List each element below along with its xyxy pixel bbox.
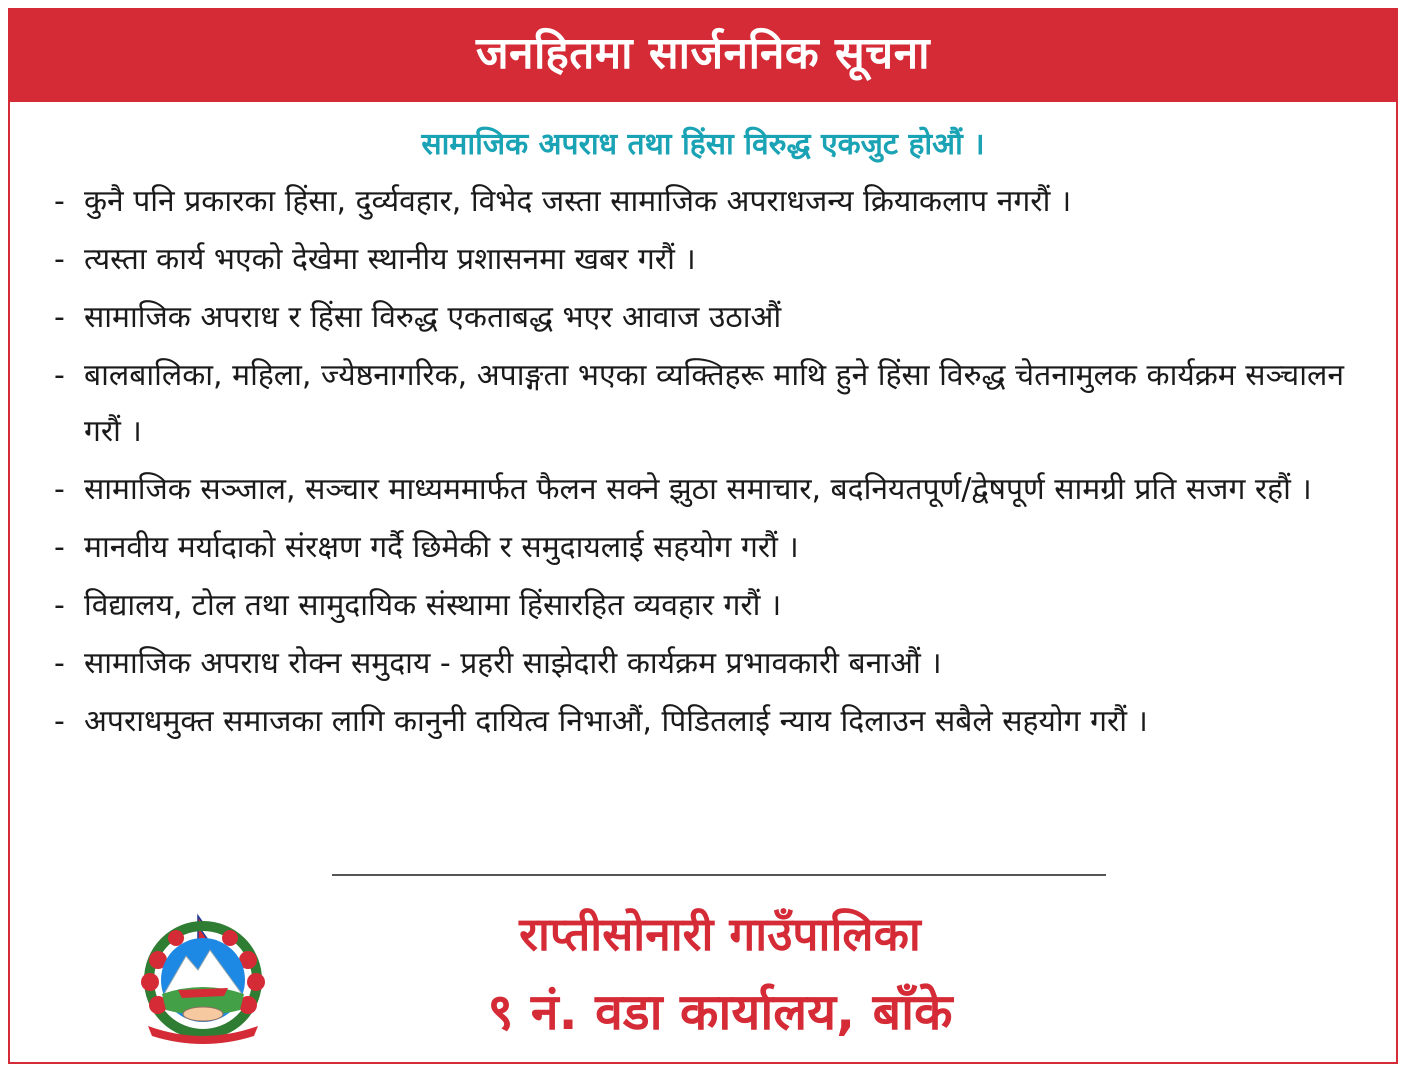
point-text: बालबालिका, महिला, ज्येष्ठनागरिक, अपाङ्गता भएका व्यक्तिहरू माथि हुने हिंसा विरुद्ध चेतनामुलक कार्यक्रम सञ्चालन गरौं । bbox=[84, 358, 1344, 449]
bullet-dash: - bbox=[54, 184, 65, 219]
point-text: सामाजिक अपराध रोक्न समुदाय - प्रहरी साझेदारी कार्यक्रम प्रभावकारी बनाऔं । bbox=[84, 646, 942, 681]
notice-point bbox=[54, 232, 1344, 288]
bullet-dash: - bbox=[54, 530, 65, 565]
point-text: सामाजिक अपराध र हिंसा विरुद्ध एकताबद्ध भएर आवाज उठाऔं bbox=[84, 300, 782, 335]
point-text: सामाजिक सञ्जाल, सञ्चार माध्यममार्फत फैलन सक्ने झुठा समाचार, बदनियतपूर्ण/द्वेषपूर्ण सामग्री प्रति सजग रहौं । bbox=[84, 472, 1312, 507]
bullet-dash: - bbox=[54, 646, 65, 681]
notice-point bbox=[54, 290, 1344, 346]
bullet-dash: - bbox=[54, 588, 65, 623]
point-text: मानवीय मर्यादाको संरक्षण गर्दै छिमेकी र समुदायलाई सहयोग गरौं । bbox=[84, 530, 799, 565]
notice-point bbox=[54, 520, 1344, 576]
bullet-dash: - bbox=[54, 472, 65, 507]
notice-point bbox=[54, 636, 1344, 692]
notice-point bbox=[54, 348, 1344, 460]
notice-point bbox=[54, 694, 1344, 750]
notice-point bbox=[54, 174, 1344, 230]
footer-divider bbox=[332, 874, 1106, 876]
notice-frame bbox=[8, 8, 1398, 1064]
notice-title: जनहितमा सार्जननिक सूचना bbox=[475, 28, 931, 79]
point-text: त्यस्ता कार्य भएको देखेमा स्थानीय प्रशासनमा खबर गरौं । bbox=[84, 242, 696, 277]
bullet-dash: - bbox=[54, 300, 65, 335]
organization-office: ९ नं. वडा कार्यालय, बाँके bbox=[487, 983, 953, 1041]
notice-banner bbox=[10, 10, 1396, 102]
notice-points bbox=[54, 174, 1344, 752]
point-text: अपराधमुक्त समाजका लागि कानुनी दायित्व निभाऔं, पिडितलाई न्याय दिलाउन सबैले सहयोग गरौं । bbox=[84, 704, 1148, 739]
notice-point bbox=[54, 462, 1344, 518]
notice-subtitle: सामाजिक अपराध तथा हिंसा विरुद्ध एकजुट होऔं । bbox=[421, 127, 985, 162]
nepal-emblem-icon bbox=[128, 910, 278, 1050]
point-text: कुनै पनि प्रकारका हिंसा, दुर्व्यवहार, विभेद जस्ता सामाजिक अपराधजन्य क्रियाकलाप नगरौं । bbox=[84, 184, 1072, 219]
point-text: विद्यालय, टोल तथा सामुदायिक संस्थामा हिंसारहित व्यवहार गरौं । bbox=[84, 588, 782, 623]
bullet-dash: - bbox=[54, 358, 65, 393]
bullet-dash: - bbox=[54, 704, 65, 739]
organization-name: राप्तीसोनारी गाउँपालिका bbox=[519, 907, 921, 961]
bullet-dash: - bbox=[54, 242, 65, 277]
notice-point bbox=[54, 578, 1344, 634]
